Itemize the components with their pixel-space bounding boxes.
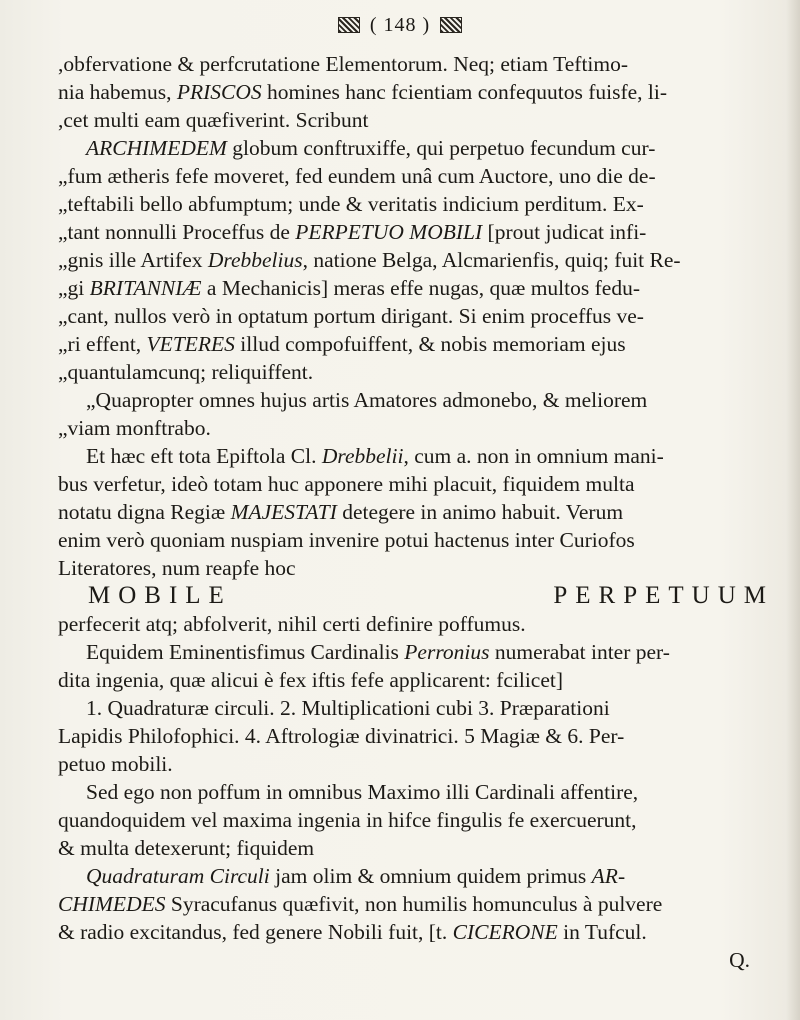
page-number: ( 148 ) — [369, 13, 431, 36]
text-segment: „viam monftrabo. — [58, 416, 211, 440]
text-line — [58, 610, 784, 638]
text-segment: BRITANNIÆ — [89, 276, 202, 300]
text-segment: notatu digna Regiæ — [58, 500, 231, 524]
heading-word: PERPETUUM — [553, 582, 774, 609]
text-segment: Drebbelii — [321, 444, 404, 468]
text-segment: globum conftruxiffe, qui perpetuo fecundum cur- — [226, 136, 656, 160]
text-segment: & radio excitandus, fed genere Nobili fuit, [t. — [58, 920, 453, 944]
text-line — [58, 330, 784, 358]
text-line — [58, 246, 784, 274]
text-segment: „tant nonnulli Proceffus de — [58, 220, 296, 244]
text-segment: CHIMEDES — [58, 892, 166, 916]
text-segment: dita ingenia, quæ alicui è fex iftis fefe applicarent: fcilicet] — [58, 668, 564, 692]
text-line — [58, 414, 784, 442]
text-line — [58, 134, 784, 162]
text-segment: „gi — [58, 276, 90, 300]
text-line — [58, 498, 784, 526]
text-line — [58, 526, 784, 554]
text-line — [58, 78, 784, 106]
page-edge-shadow — [786, 0, 800, 1020]
text-segment: illud compofuiffent, & nobis memoriam ejus — [234, 332, 626, 356]
text-segment: quandoquidem vel maxima ingenia in hifce fingulis fe exercuerunt, — [58, 808, 637, 832]
text-line — [58, 190, 784, 218]
text-segment: „ri effent, — [58, 332, 147, 356]
text-segment: „quantulamcunq; reliquiffent. — [58, 360, 314, 384]
text-line — [58, 50, 784, 78]
text-segment: 1. Quadraturæ circuli. 2. Multiplicationi cubi 3. Præparationi — [86, 696, 610, 720]
text-line — [58, 358, 784, 386]
text-segment: & multa detexerunt; fiquidem — [58, 836, 315, 860]
text-segment: Perronius — [404, 640, 490, 664]
text-segment: „Quapropter omnes hujus artis Amatores admonebo, & meliorem — [86, 388, 648, 412]
text-line — [58, 694, 784, 722]
text-segment: , cum a. non in omnium mani- — [403, 444, 664, 468]
text-segment: numerabat inter per- — [489, 640, 670, 664]
text-segment: homines hanc fcientiam confequutos fuisfe, li- — [261, 80, 668, 104]
heading-word: MOBILE — [88, 582, 232, 609]
text-segment: detegere in animo habuit. Verum — [336, 500, 624, 524]
text-segment: , natione Belga, Alcmarienfis, quiq; fuit Re- — [302, 248, 681, 272]
text-segment: ARCHIMEDEM — [86, 136, 227, 160]
text-segment: PRISCOS — [176, 80, 262, 104]
text-segment: „teftabili bello abfumptum; unde & veritatis indicium perditum. Ex- — [58, 192, 644, 216]
text-segment: enim verò quoniam nuspiam invenire potui hactenus inter Curiofos — [58, 528, 635, 552]
text-line — [58, 218, 784, 246]
text-segment: [prout judicat infi- — [482, 220, 647, 244]
text-line — [58, 918, 784, 946]
text-line — [58, 862, 784, 890]
text-segment: Quadraturam Circuli — [86, 864, 270, 888]
text-line — [58, 554, 784, 582]
text-segment: Et hæc eft tota Epiftola Cl. — [86, 444, 322, 468]
page-header — [0, 10, 800, 40]
body-text — [58, 50, 784, 974]
text-segment: perfecerit atq; abfolverit, nihil certi definire poffumus. — [58, 612, 526, 636]
text-segment: Syracufanus quæfivit, non humilis homunculus à pulvere — [165, 892, 663, 916]
text-segment: VETERES — [146, 332, 235, 356]
text-segment: ,cet multi eam quæfiverint. Scribunt — [58, 108, 369, 132]
text-segment: „gnis ille Artifex — [58, 248, 208, 272]
right-ornament-icon — [440, 17, 462, 33]
text-segment: „cant, nullos verò in optatum portum dirigant. Si enim proceffus ve- — [58, 304, 644, 328]
text-line — [58, 890, 784, 918]
text-line — [58, 750, 784, 778]
text-segment: petuo mobili. — [58, 752, 173, 776]
text-segment: PERPETUO MOBILI — [295, 220, 483, 244]
text-segment: ,obfervatione & perfcrutatione Elementorum. Neq; etiam Teftimo- — [58, 52, 629, 76]
text-segment: AR- — [591, 864, 626, 888]
text-line — [58, 386, 784, 414]
text-segment: jam olim & omnium quidem primus — [269, 864, 592, 888]
text-segment: Lapidis Philofophici. 4. Aftrologiæ divinatrici. 5 Magiæ & 6. Per- — [58, 724, 625, 748]
text-line — [58, 834, 784, 862]
text-segment: nia habemus, — [58, 80, 177, 104]
text-line — [58, 302, 784, 330]
text-segment: a Mechanicis] meras effe nugas, quæ multos fedu- — [201, 276, 640, 300]
text-segment: CICERONE — [452, 920, 558, 944]
text-line — [58, 778, 784, 806]
text-segment: in Tufcul. — [557, 920, 647, 944]
text-line — [58, 666, 784, 694]
text-line — [58, 470, 784, 498]
text-segment: bus verfetur, ideò totam huc apponere mihi placuit, fiquidem multa — [58, 472, 635, 496]
text-line — [58, 442, 784, 470]
text-segment: Sed ego non poffum in omnibus Maximo illi Cardinali affentire, — [86, 780, 639, 804]
text-line — [58, 806, 784, 834]
text-line — [58, 106, 784, 134]
text-line — [58, 722, 784, 750]
text-segment: Drebbelius — [207, 248, 303, 272]
catchword: Q. — [729, 948, 750, 972]
text-line — [58, 274, 784, 302]
centered-heading — [58, 582, 784, 610]
text-segment: Literatores, num reapfe hoc — [58, 556, 296, 580]
text-line — [58, 162, 784, 190]
text-segment: Equidem Eminentisfimus Cardinalis — [86, 640, 405, 664]
text-segment: MAJESTATI — [230, 500, 337, 524]
left-ornament-icon — [338, 17, 360, 33]
text-line — [58, 638, 784, 666]
text-segment: „fum ætheris fefe moveret, fed eundem unâ cum Auctore, uno die de- — [58, 164, 656, 188]
